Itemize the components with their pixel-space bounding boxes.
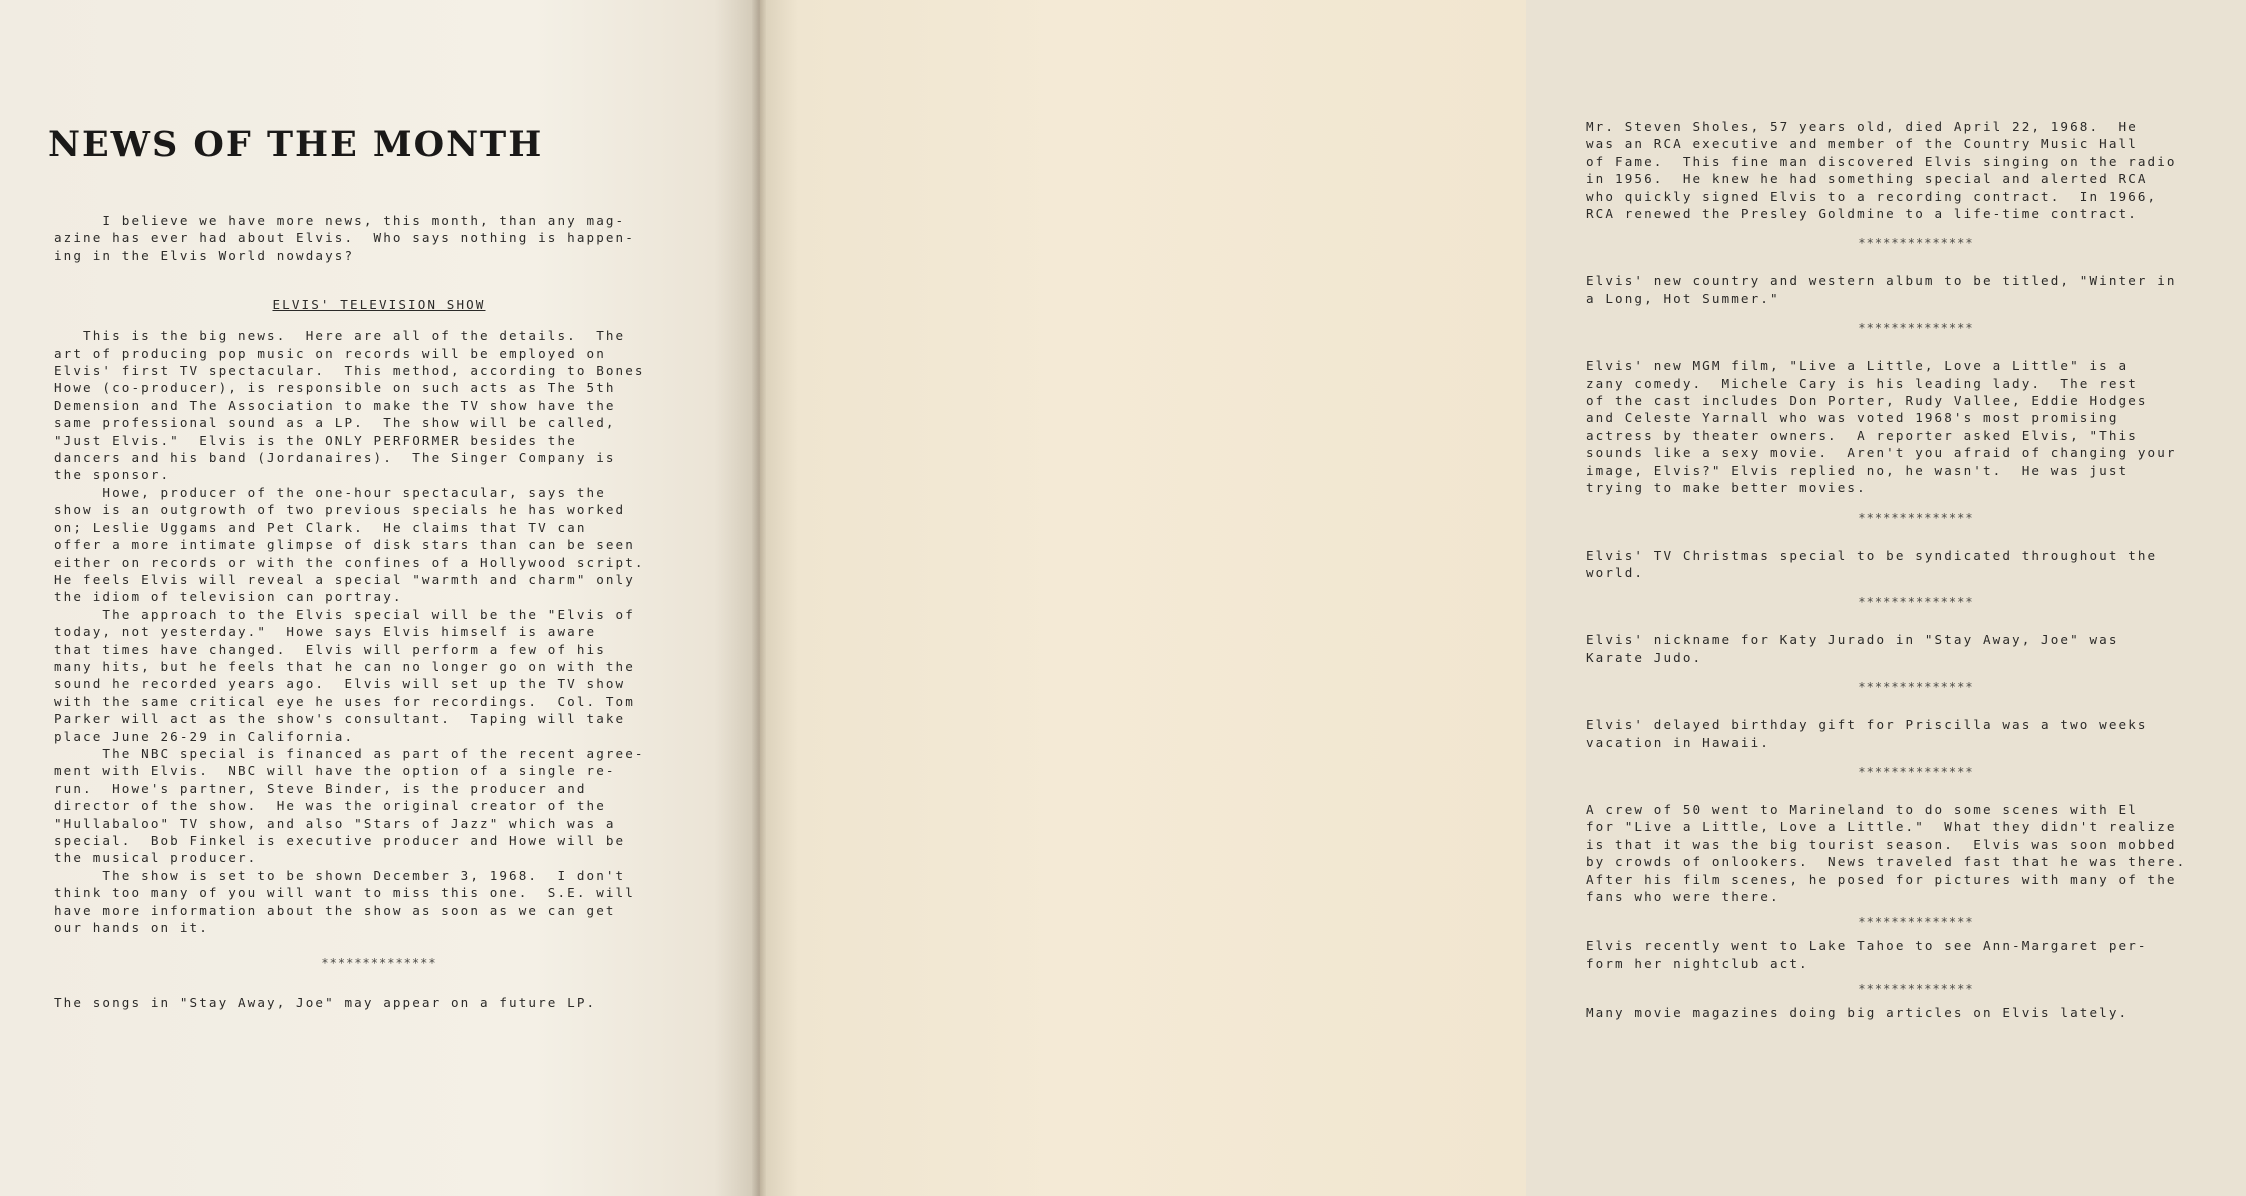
text-line: Elvis' new country and western album to be titled, "Winter in — [1586, 273, 2177, 289]
news-item — [1586, 272, 2246, 307]
text-line: sound he recorded years ago. Elvis will set up the TV show — [54, 676, 626, 692]
text-line: and Celeste Yarnall who was voted 1968's most promising — [1586, 410, 2119, 426]
text-line: offer a more intimate glimpse of disk stars than can be seen — [54, 537, 635, 553]
text-line: Karate Judo. — [1586, 649, 1703, 665]
text-line: Mr. Steven Sholes, 57 years old, died April 22, 1968. He — [1586, 119, 2138, 134]
text-line: After his film scenes, he posed for pictures with many of the — [1586, 871, 2177, 887]
news-item — [1586, 937, 2246, 972]
text-line: dancers and his band (Jordanaires). The Singer Company is — [54, 450, 616, 466]
text-line: is that it was the big tourist season. Elvis was soon mobbed — [1586, 836, 2177, 852]
separator-stars: ************** — [1858, 510, 1974, 525]
article-body — [54, 327, 704, 936]
text-line: Elvis' new MGM film, "Live a Little, Love a Little" is a — [1586, 358, 2129, 374]
text-line: think too many of you will want to miss this one. S.E. will — [54, 885, 635, 901]
text-line: Elvis recently went to Lake Tahoe to see Ann-Margaret per- — [1586, 938, 2148, 954]
separator-stars: ************** — [1858, 982, 1974, 997]
text-line: He feels Elvis will reveal a special "warmth and charm" only — [54, 571, 635, 587]
text-line: The approach to the Elvis special will be the "Elvis of — [54, 606, 635, 622]
text-line: This is the big news. Here are all of the details. The — [54, 328, 626, 344]
text-line: sounds like a sexy movie. Aren't you afraid of changing your — [1586, 445, 2177, 461]
text-line: image, Elvis?" Elvis replied no, he wasn't. He was just — [1586, 462, 2129, 478]
text-line: director of the show. He was the original creator of the — [54, 798, 606, 814]
news-item — [1586, 547, 2246, 582]
separator-stars: ************** — [1858, 680, 1974, 695]
text-line: ing in the Elvis World nowdays? — [54, 247, 355, 263]
masthead-title: NEWS OF THE MONTH — [48, 124, 544, 165]
separator-stars: ************** — [1858, 915, 1974, 930]
text-line: Howe (co-producer), is responsible on such acts as The 5th — [54, 380, 616, 396]
text-line: on; Leslie Uggams and Pet Clark. He claims that TV can — [54, 519, 587, 535]
text-line: in 1956. He knew he had something special and alerted RCA — [1586, 171, 2148, 187]
text-line: either on records or with the confines of a Hollywood script. — [54, 554, 645, 570]
right-page — [760, 0, 2187, 1196]
text-line: A crew of 50 went to Marineland to do some scenes with El — [1586, 801, 2138, 817]
text-line: "Just Elvis." Elvis is the ONLY PERFORMER besides the — [54, 432, 577, 448]
text-line: same professional sound as a LP. The show will be called, — [54, 415, 616, 431]
text-line: Elvis' delayed birthday gift for Priscilla was a two weeks — [1586, 717, 2148, 733]
text-line: Elvis' nickname for Katy Jurado in "Stay Away, Joe" was — [1586, 632, 2119, 648]
text-line: for "Live a Little, Love a Little." What they didn't realize — [1586, 819, 2177, 835]
text-line: of the cast includes Don Porter, Rudy Vallee, Eddie Hodges — [1586, 393, 2148, 409]
separator-stars: ************** — [1858, 595, 1974, 610]
text-line: of Fame. This fine man discovered Elvis singing on the radio — [1586, 153, 2177, 169]
text-line: that times have changed. Elvis will perform a few of his — [54, 641, 606, 657]
intro-paragraph — [54, 212, 704, 264]
text-line: by crowds of onlookers. News traveled fast that he was there. — [1586, 854, 2187, 870]
text-line: special. Bob Finkel is executive producer and Howe will be — [54, 833, 626, 848]
text-line: I believe we have more news, this month, than any mag- — [54, 213, 626, 228]
news-item — [1586, 1004, 2246, 1021]
text-line: Many movie magazines doing big articles on Elvis lately. — [1586, 1005, 2129, 1021]
text-line: Demension and The Association to make the TV show have the — [54, 397, 616, 413]
left-page — [0, 0, 760, 1196]
text-line: Elvis' first TV spectacular. This method, according to Bones — [54, 363, 645, 379]
text-line: have more information about the show as soon as we can get — [54, 902, 616, 918]
text-line: The NBC special is financed as part of the recent agree- — [54, 745, 645, 761]
text-line: trying to make better movies. — [1586, 480, 1867, 496]
text-line: fans who were there. — [1586, 888, 1780, 904]
news-item — [1586, 716, 2246, 751]
text-line: a Long, Hot Summer." — [1586, 290, 1780, 306]
separator-stars: ************** — [321, 956, 437, 971]
text-line: the sponsor. — [54, 467, 171, 483]
text-line: "Hullabaloo" TV show, and also "Stars of Jazz" which was a — [54, 815, 616, 831]
text-line: zany comedy. Michele Cary is his leading lady. The rest — [1586, 375, 2138, 391]
text-line: Howe, producer of the one-hour spectacular, says the — [54, 484, 606, 500]
text-line: art of producing pop music on records will be employed on — [54, 345, 606, 361]
text-line: RCA renewed the Presley Goldmine to a life-time contract. — [1586, 206, 2138, 222]
text-line: show is an outgrowth of two previous specials he has worked — [54, 502, 626, 518]
text-line: actress by theater owners. A reporter asked Elvis, "This — [1586, 427, 2138, 443]
text-line: world. — [1586, 564, 1645, 580]
separator-stars: ************** — [1858, 236, 1974, 251]
news-item — [1586, 357, 2246, 496]
page-gutter — [752, 0, 766, 1196]
text-line: form her nightclub act. — [1586, 955, 1809, 971]
news-item — [1586, 631, 2246, 666]
separator-stars: ************** — [1858, 764, 1974, 779]
text-line: place June 26-29 in California. — [54, 728, 355, 744]
news-item — [1586, 118, 2246, 222]
text-line: run. Howe's partner, Steve Binder, is the producer and — [54, 780, 587, 796]
text-line: was an RCA executive and member of the Country Music Hall — [1586, 136, 2138, 152]
text-line: today, not yesterday." Howe says Elvis himself is aware — [54, 624, 597, 640]
text-line: who quickly signed Elvis to a recording contract. In 1966, — [1586, 188, 2158, 204]
text-line: the idiom of television can portray. — [54, 589, 403, 605]
separator-stars: ************** — [1858, 321, 1974, 336]
text-line: ment with Elvis. NBC will have the option of a single re- — [54, 763, 616, 779]
section-heading — [54, 294, 704, 313]
closing-note: The songs in "Stay Away, Joe" may appear on a future LP. — [54, 995, 597, 1011]
left-column — [54, 212, 704, 1012]
text-line: the musical producer. — [54, 850, 258, 866]
text-line: azine has ever had about Elvis. Who says nothing is happen- — [54, 230, 635, 246]
text-line: The show is set to be shown December 3, 1968. I don't — [54, 867, 626, 883]
text-line: Elvis' TV Christmas special to be syndicated throughout the — [1586, 547, 2158, 563]
news-item — [1586, 801, 2246, 905]
text-line: our hands on it. — [54, 920, 209, 936]
text-line: Parker will act as the show's consultant. Taping will take — [54, 711, 626, 727]
text-line: many hits, but he feels that he can no longer go on with the — [54, 658, 635, 674]
right-column — [1586, 118, 2246, 1022]
text-line: vacation in Hawaii. — [1586, 734, 1770, 750]
text-line: with the same critical eye he uses for recordings. Col. Tom — [54, 693, 635, 709]
section-heading-text: ELVIS' TELEVISION SHOW — [272, 297, 486, 313]
